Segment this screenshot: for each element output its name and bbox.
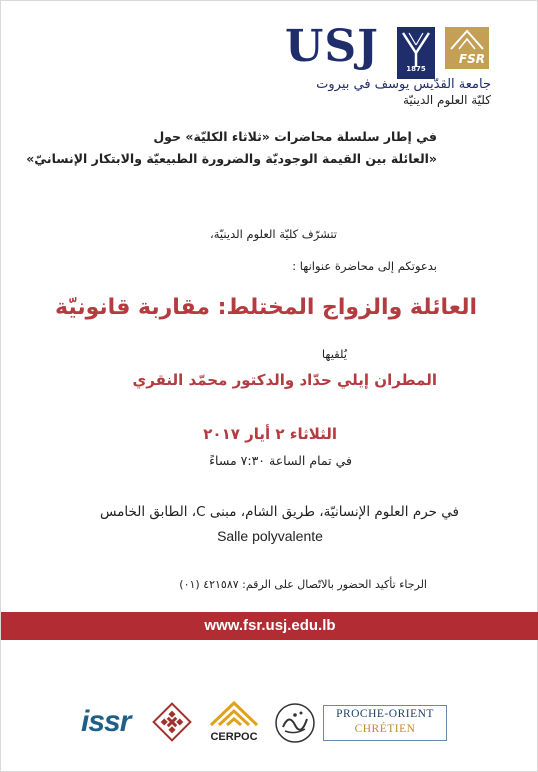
- university-name-ar: جامعة القدّيس يوسف في بيروت: [316, 77, 491, 92]
- usj-wordmark: USJ: [285, 21, 379, 72]
- lecture-date: الثلاثاء ٢ أيار ٢٠١٧: [203, 425, 337, 443]
- website-link[interactable]: www.fsr.usj.edu.lb: [204, 617, 336, 634]
- proche-orient-chretien-logo: [323, 705, 447, 741]
- poc-line-2: CHRÉTIEN: [354, 723, 416, 735]
- faculty-name-ar: كليّة العلوم الدينيّة: [402, 93, 491, 107]
- series-intro-line: في إطار سلسلة محاضرات «ثلاثاء الكليّة» حول: [153, 129, 437, 144]
- issr-logo: issr: [81, 705, 131, 738]
- speaker-label: يُلقيها: [321, 347, 347, 361]
- cerpoc-logo: [205, 697, 263, 747]
- invitation-line-1: تتشرّف كليّة العلوم الدينيّة،: [210, 227, 337, 241]
- invitation-line-2: بدعوتكم إلى محاضرة عنوانها :: [292, 259, 437, 273]
- partner-logos: [1, 691, 538, 761]
- speaker-names: المطران إيلي حدّاد والدكتور محمّد النقري: [132, 371, 437, 389]
- cerpoc-label: CERPOC: [210, 731, 258, 743]
- lecture-time: في تمام الساعة ٧:٣٠ مساءً: [209, 453, 352, 468]
- cross-emblem-icon: [151, 701, 193, 743]
- series-theme-line: «العائلة بين القيمة الوجوديّة والضرورة الطبيعيّة والابتكار الإنسانيّ»: [26, 151, 437, 166]
- calligraphy-logo-icon: [273, 701, 317, 745]
- website-banner: [1, 612, 538, 640]
- usj-year: 1875: [406, 65, 426, 73]
- lecture-title: العائلة والزواج المختلط: مقاربة قانونيّة: [55, 295, 477, 320]
- fsr-badge: [445, 27, 489, 69]
- usj-fsr-logo: [285, 19, 505, 111]
- venue-room: Salle polyvalente: [217, 528, 323, 544]
- venue-address: في حرم العلوم الإنسانيّة، طريق الشام، مبنى C، الطابق الخامس: [99, 504, 459, 520]
- fsr-emblem-icon: [445, 27, 489, 53]
- cerpoc-emblem-icon: [205, 697, 263, 731]
- fsr-label: FSR: [458, 52, 485, 66]
- rsvp-line: الرجاء تأكيد الحضور بالاتّصال على الرقم: ٤٢١٥٨٧ (٠١): [179, 578, 427, 591]
- poc-line-1: PROCHE-ORIENT: [336, 708, 434, 720]
